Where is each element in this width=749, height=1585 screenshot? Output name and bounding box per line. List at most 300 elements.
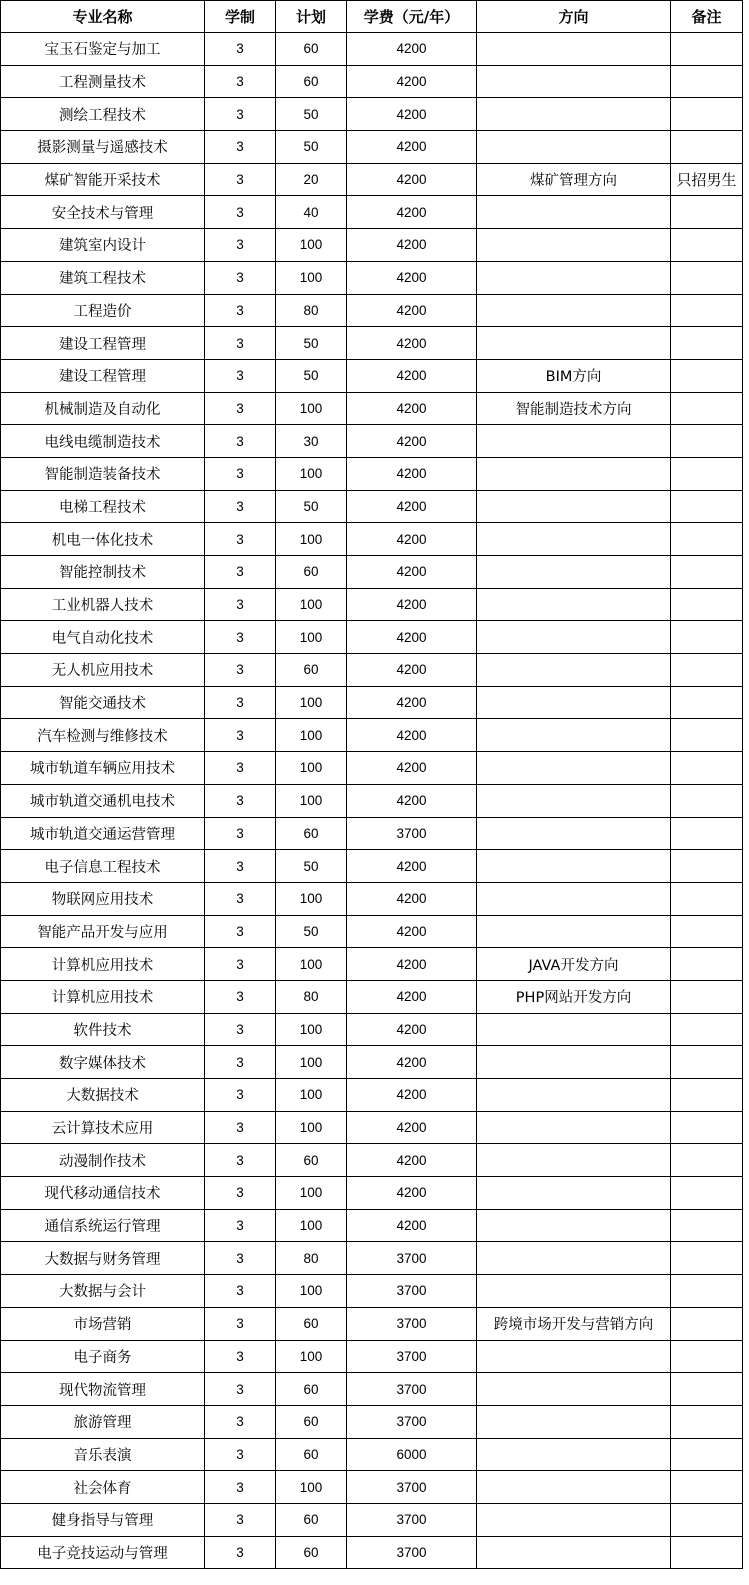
cell-major-name: 建筑工程技术 — [1, 261, 205, 294]
cell-tuition: 4200 — [347, 327, 477, 360]
table-row — [1, 1144, 743, 1177]
cell-direction — [477, 1373, 671, 1406]
table-row — [1, 392, 743, 425]
cell-duration: 3 — [205, 915, 276, 948]
cell-major-name: 煤矿智能开采技术 — [1, 163, 205, 196]
cell-tuition: 4200 — [347, 654, 477, 687]
cell-remark — [671, 1340, 743, 1373]
cell-plan: 50 — [276, 359, 347, 392]
cell-remark — [671, 1471, 743, 1504]
cell-duration: 3 — [205, 425, 276, 458]
cell-major-name: 工程造价 — [1, 294, 205, 327]
cell-direction — [477, 229, 671, 262]
cell-direction — [477, 294, 671, 327]
cell-plan: 100 — [276, 457, 347, 490]
cell-plan: 80 — [276, 980, 347, 1013]
cell-remark — [671, 1111, 743, 1144]
cell-remark — [671, 1307, 743, 1340]
cell-plan: 60 — [276, 33, 347, 66]
cell-duration: 3 — [205, 1536, 276, 1569]
cell-major-name: 电气自动化技术 — [1, 621, 205, 654]
cell-direction — [477, 1111, 671, 1144]
cell-duration: 3 — [205, 523, 276, 556]
cell-duration: 3 — [205, 65, 276, 98]
cell-remark — [671, 948, 743, 981]
cell-duration: 3 — [205, 392, 276, 425]
cell-direction — [477, 65, 671, 98]
cell-duration: 3 — [205, 719, 276, 752]
table-header — [1, 1, 743, 33]
cell-tuition: 4200 — [347, 850, 477, 883]
cell-direction — [477, 131, 671, 164]
table-row — [1, 1438, 743, 1471]
cell-duration: 3 — [205, 196, 276, 229]
cell-remark — [671, 359, 743, 392]
header-remark: 备注 — [671, 1, 743, 33]
cell-remark — [671, 556, 743, 589]
cell-tuition: 4200 — [347, 196, 477, 229]
cell-duration: 3 — [205, 752, 276, 785]
table-row — [1, 980, 743, 1013]
cell-plan: 100 — [276, 523, 347, 556]
cell-major-name: 计算机应用技术 — [1, 980, 205, 1013]
cell-plan: 100 — [276, 1013, 347, 1046]
cell-tuition: 4200 — [347, 588, 477, 621]
cell-major-name: 云计算技术应用 — [1, 1111, 205, 1144]
table-row — [1, 490, 743, 523]
cell-plan: 50 — [276, 131, 347, 164]
table-row — [1, 752, 743, 785]
table-row — [1, 915, 743, 948]
cell-major-name: 无人机应用技术 — [1, 654, 205, 687]
cell-plan: 60 — [276, 1536, 347, 1569]
cell-tuition: 4200 — [347, 1177, 477, 1210]
cell-tuition: 4200 — [347, 490, 477, 523]
cell-plan: 60 — [276, 556, 347, 589]
header-direction: 方向 — [477, 1, 671, 33]
cell-duration: 3 — [205, 1111, 276, 1144]
cell-duration: 3 — [205, 490, 276, 523]
cell-duration: 3 — [205, 163, 276, 196]
cell-tuition: 4200 — [347, 556, 477, 589]
cell-plan: 100 — [276, 784, 347, 817]
cell-remark — [671, 719, 743, 752]
cell-tuition: 4200 — [347, 719, 477, 752]
cell-tuition: 4200 — [347, 261, 477, 294]
cell-tuition: 4200 — [347, 131, 477, 164]
cell-major-name: 智能控制技术 — [1, 556, 205, 589]
cell-plan: 100 — [276, 719, 347, 752]
cell-major-name: 电梯工程技术 — [1, 490, 205, 523]
cell-direction — [477, 1242, 671, 1275]
cell-tuition: 4200 — [347, 686, 477, 719]
cell-duration: 3 — [205, 1307, 276, 1340]
cell-tuition: 3700 — [347, 1373, 477, 1406]
cell-tuition: 4200 — [347, 359, 477, 392]
cell-major-name: 电子竞技运动与管理 — [1, 1536, 205, 1569]
cell-major-name: 测绘工程技术 — [1, 98, 205, 131]
table-row — [1, 131, 743, 164]
cell-plan: 100 — [276, 392, 347, 425]
header-row — [1, 1, 743, 33]
cell-tuition: 3700 — [347, 1405, 477, 1438]
cell-remark — [671, 1079, 743, 1112]
cell-plan: 100 — [276, 1079, 347, 1112]
cell-direction — [477, 1079, 671, 1112]
table-row — [1, 1307, 743, 1340]
cell-remark — [671, 1177, 743, 1210]
cell-duration: 3 — [205, 261, 276, 294]
table-row — [1, 1242, 743, 1275]
table-row — [1, 1046, 743, 1079]
cell-tuition: 3700 — [347, 1536, 477, 1569]
cell-duration: 3 — [205, 654, 276, 687]
cell-remark — [671, 1013, 743, 1046]
cell-direction — [477, 196, 671, 229]
table-row — [1, 882, 743, 915]
cell-plan: 50 — [276, 98, 347, 131]
cell-major-name: 大数据技术 — [1, 1079, 205, 1112]
cell-tuition: 4200 — [347, 392, 477, 425]
cell-duration: 3 — [205, 588, 276, 621]
cell-remark — [671, 490, 743, 523]
cell-plan: 20 — [276, 163, 347, 196]
cell-direction — [477, 1405, 671, 1438]
cell-direction — [477, 98, 671, 131]
table-row — [1, 1209, 743, 1242]
header-duration: 学制 — [205, 1, 276, 33]
cell-plan: 80 — [276, 294, 347, 327]
cell-tuition: 4200 — [347, 457, 477, 490]
cell-major-name: 汽车检测与维修技术 — [1, 719, 205, 752]
cell-remark — [671, 98, 743, 131]
cell-remark — [671, 1438, 743, 1471]
cell-direction — [477, 850, 671, 883]
cell-direction — [477, 327, 671, 360]
cell-duration: 3 — [205, 457, 276, 490]
cell-tuition: 4200 — [347, 882, 477, 915]
cell-duration: 3 — [205, 948, 276, 981]
cell-direction — [477, 425, 671, 458]
cell-major-name: 建设工程管理 — [1, 359, 205, 392]
cell-duration: 3 — [205, 98, 276, 131]
cell-remark — [671, 784, 743, 817]
table-row — [1, 1013, 743, 1046]
table-row — [1, 163, 743, 196]
cell-remark — [671, 1144, 743, 1177]
cell-direction — [477, 1046, 671, 1079]
cell-plan: 100 — [276, 261, 347, 294]
cell-remark — [671, 621, 743, 654]
cell-direction — [477, 33, 671, 66]
cell-plan: 60 — [276, 65, 347, 98]
cell-tuition: 4200 — [347, 915, 477, 948]
cell-duration: 3 — [205, 1177, 276, 1210]
cell-remark — [671, 654, 743, 687]
table-row — [1, 817, 743, 850]
cell-duration: 3 — [205, 1144, 276, 1177]
cell-direction — [477, 882, 671, 915]
cell-plan: 30 — [276, 425, 347, 458]
cell-major-name: 音乐表演 — [1, 1438, 205, 1471]
cell-direction: BIM方向 — [477, 359, 671, 392]
cell-remark — [671, 686, 743, 719]
cell-duration: 3 — [205, 1471, 276, 1504]
cell-plan: 60 — [276, 1307, 347, 1340]
cell-direction — [477, 1503, 671, 1536]
cell-direction — [477, 1275, 671, 1308]
cell-major-name: 动漫制作技术 — [1, 1144, 205, 1177]
cell-remark — [671, 588, 743, 621]
table-row — [1, 1177, 743, 1210]
cell-direction — [477, 654, 671, 687]
cell-duration: 3 — [205, 556, 276, 589]
cell-plan: 100 — [276, 621, 347, 654]
cell-direction: JAVA开发方向 — [477, 948, 671, 981]
header-tuition: 学费（元/年） — [347, 1, 477, 33]
cell-tuition: 3700 — [347, 1307, 477, 1340]
cell-tuition: 4200 — [347, 1144, 477, 1177]
cell-major-name: 摄影测量与遥感技术 — [1, 131, 205, 164]
cell-remark — [671, 261, 743, 294]
cell-duration: 3 — [205, 784, 276, 817]
cell-duration: 3 — [205, 1340, 276, 1373]
cell-major-name: 社会体育 — [1, 1471, 205, 1504]
cell-plan: 100 — [276, 1209, 347, 1242]
cell-duration: 3 — [205, 882, 276, 915]
cell-tuition: 4200 — [347, 1111, 477, 1144]
cell-tuition: 4200 — [347, 948, 477, 981]
cell-remark — [671, 457, 743, 490]
cell-plan: 100 — [276, 1471, 347, 1504]
cell-remark — [671, 882, 743, 915]
table-row — [1, 654, 743, 687]
cell-duration: 3 — [205, 1046, 276, 1079]
cell-direction — [477, 261, 671, 294]
cell-duration: 3 — [205, 131, 276, 164]
cell-duration: 3 — [205, 1209, 276, 1242]
cell-remark — [671, 425, 743, 458]
cell-plan: 100 — [276, 1046, 347, 1079]
cell-tuition: 3700 — [347, 1275, 477, 1308]
cell-remark — [671, 392, 743, 425]
cell-plan: 100 — [276, 1111, 347, 1144]
cell-tuition: 3700 — [347, 1471, 477, 1504]
cell-tuition: 4200 — [347, 784, 477, 817]
table-row — [1, 850, 743, 883]
table-row — [1, 1405, 743, 1438]
cell-plan: 50 — [276, 850, 347, 883]
cell-major-name: 健身指导与管理 — [1, 1503, 205, 1536]
table-row — [1, 1536, 743, 1569]
header-plan: 计划 — [276, 1, 347, 33]
cell-direction — [477, 719, 671, 752]
cell-direction — [477, 752, 671, 785]
cell-direction — [477, 1340, 671, 1373]
cell-duration: 3 — [205, 1503, 276, 1536]
cell-plan: 100 — [276, 752, 347, 785]
cell-remark: 只招男生 — [671, 163, 743, 196]
cell-plan: 80 — [276, 1242, 347, 1275]
cell-duration: 3 — [205, 980, 276, 1013]
cell-direction — [477, 1536, 671, 1569]
cell-duration: 3 — [205, 1405, 276, 1438]
cell-tuition: 4200 — [347, 294, 477, 327]
cell-direction — [477, 686, 671, 719]
cell-major-name: 工程测量技术 — [1, 65, 205, 98]
cell-direction — [477, 457, 671, 490]
cell-major-name: 数字媒体技术 — [1, 1046, 205, 1079]
table-row — [1, 686, 743, 719]
cell-major-name: 工业机器人技术 — [1, 588, 205, 621]
cell-tuition: 4200 — [347, 229, 477, 262]
cell-major-name: 软件技术 — [1, 1013, 205, 1046]
table-row — [1, 425, 743, 458]
table-row — [1, 1471, 743, 1504]
cell-remark — [671, 850, 743, 883]
cell-plan: 60 — [276, 1373, 347, 1406]
cell-duration: 3 — [205, 1438, 276, 1471]
table-row — [1, 556, 743, 589]
cell-major-name: 电线电缆制造技术 — [1, 425, 205, 458]
cell-duration: 3 — [205, 33, 276, 66]
cell-direction: 跨境市场开发与营销方向 — [477, 1307, 671, 1340]
cell-major-name: 智能交通技术 — [1, 686, 205, 719]
cell-direction — [477, 621, 671, 654]
header-major-name: 专业名称 — [1, 1, 205, 33]
cell-plan: 60 — [276, 654, 347, 687]
cell-tuition: 4200 — [347, 1079, 477, 1112]
cell-plan: 100 — [276, 1340, 347, 1373]
cell-tuition: 3700 — [347, 1340, 477, 1373]
cell-remark — [671, 1405, 743, 1438]
cell-direction: 智能制造技术方向 — [477, 392, 671, 425]
cell-remark — [671, 327, 743, 360]
cell-major-name: 物联网应用技术 — [1, 882, 205, 915]
table-body — [1, 33, 743, 1569]
cell-tuition: 4200 — [347, 65, 477, 98]
table-row — [1, 196, 743, 229]
cell-direction — [477, 915, 671, 948]
cell-major-name: 智能制造装备技术 — [1, 457, 205, 490]
cell-plan: 100 — [276, 686, 347, 719]
cell-major-name: 大数据与会计 — [1, 1275, 205, 1308]
cell-remark — [671, 1373, 743, 1406]
cell-direction — [477, 523, 671, 556]
cell-remark — [671, 1046, 743, 1079]
table-row — [1, 98, 743, 131]
cell-remark — [671, 65, 743, 98]
cell-plan: 50 — [276, 490, 347, 523]
table-row — [1, 588, 743, 621]
cell-major-name: 城市轨道交通运营管理 — [1, 817, 205, 850]
cell-plan: 50 — [276, 915, 347, 948]
cell-tuition: 4200 — [347, 98, 477, 131]
cell-direction — [477, 817, 671, 850]
cell-major-name: 城市轨道交通机电技术 — [1, 784, 205, 817]
cell-duration: 3 — [205, 359, 276, 392]
table-row — [1, 1275, 743, 1308]
cell-duration: 3 — [205, 229, 276, 262]
cell-tuition: 4200 — [347, 1013, 477, 1046]
cell-major-name: 智能产品开发与应用 — [1, 915, 205, 948]
cell-tuition: 4200 — [347, 621, 477, 654]
cell-remark — [671, 752, 743, 785]
cell-remark — [671, 1242, 743, 1275]
cell-major-name: 安全技术与管理 — [1, 196, 205, 229]
table-row — [1, 65, 743, 98]
cell-plan: 100 — [276, 1177, 347, 1210]
cell-direction — [477, 1438, 671, 1471]
cell-plan: 60 — [276, 1438, 347, 1471]
cell-plan: 100 — [276, 882, 347, 915]
table-row — [1, 719, 743, 752]
cell-major-name: 城市轨道车辆应用技术 — [1, 752, 205, 785]
cell-duration: 3 — [205, 817, 276, 850]
cell-major-name: 电子信息工程技术 — [1, 850, 205, 883]
cell-remark — [671, 915, 743, 948]
table-row — [1, 457, 743, 490]
cell-duration: 3 — [205, 327, 276, 360]
cell-major-name: 市场营销 — [1, 1307, 205, 1340]
cell-tuition: 4200 — [347, 1209, 477, 1242]
table-row — [1, 359, 743, 392]
table-row — [1, 1111, 743, 1144]
cell-plan: 40 — [276, 196, 347, 229]
cell-remark — [671, 1503, 743, 1536]
cell-major-name: 机电一体化技术 — [1, 523, 205, 556]
cell-remark — [671, 229, 743, 262]
cell-tuition: 4200 — [347, 980, 477, 1013]
cell-major-name: 现代移动通信技术 — [1, 1177, 205, 1210]
cell-direction — [477, 588, 671, 621]
cell-duration: 3 — [205, 686, 276, 719]
cell-remark — [671, 523, 743, 556]
table-row — [1, 1340, 743, 1373]
cell-direction — [477, 1209, 671, 1242]
cell-remark — [671, 980, 743, 1013]
cell-duration: 3 — [205, 1275, 276, 1308]
cell-tuition: 6000 — [347, 1438, 477, 1471]
cell-plan: 60 — [276, 817, 347, 850]
cell-remark — [671, 1209, 743, 1242]
cell-direction — [477, 490, 671, 523]
cell-direction — [477, 784, 671, 817]
cell-major-name: 通信系统运行管理 — [1, 1209, 205, 1242]
cell-plan: 100 — [276, 229, 347, 262]
cell-plan: 100 — [276, 948, 347, 981]
cell-direction — [477, 556, 671, 589]
cell-direction — [477, 1144, 671, 1177]
table-row — [1, 784, 743, 817]
cell-tuition: 4200 — [347, 752, 477, 785]
cell-tuition: 4200 — [347, 523, 477, 556]
cell-major-name: 建筑室内设计 — [1, 229, 205, 262]
table-row — [1, 621, 743, 654]
cell-remark — [671, 131, 743, 164]
cell-major-name: 大数据与财务管理 — [1, 1242, 205, 1275]
cell-major-name: 宝玉石鉴定与加工 — [1, 33, 205, 66]
cell-duration: 3 — [205, 850, 276, 883]
cell-duration: 3 — [205, 621, 276, 654]
table-row — [1, 1503, 743, 1536]
table-row — [1, 33, 743, 66]
cell-major-name: 电子商务 — [1, 1340, 205, 1373]
table-row — [1, 1079, 743, 1112]
cell-major-name: 机械制造及自动化 — [1, 392, 205, 425]
table-row — [1, 327, 743, 360]
cell-tuition: 4200 — [347, 1046, 477, 1079]
